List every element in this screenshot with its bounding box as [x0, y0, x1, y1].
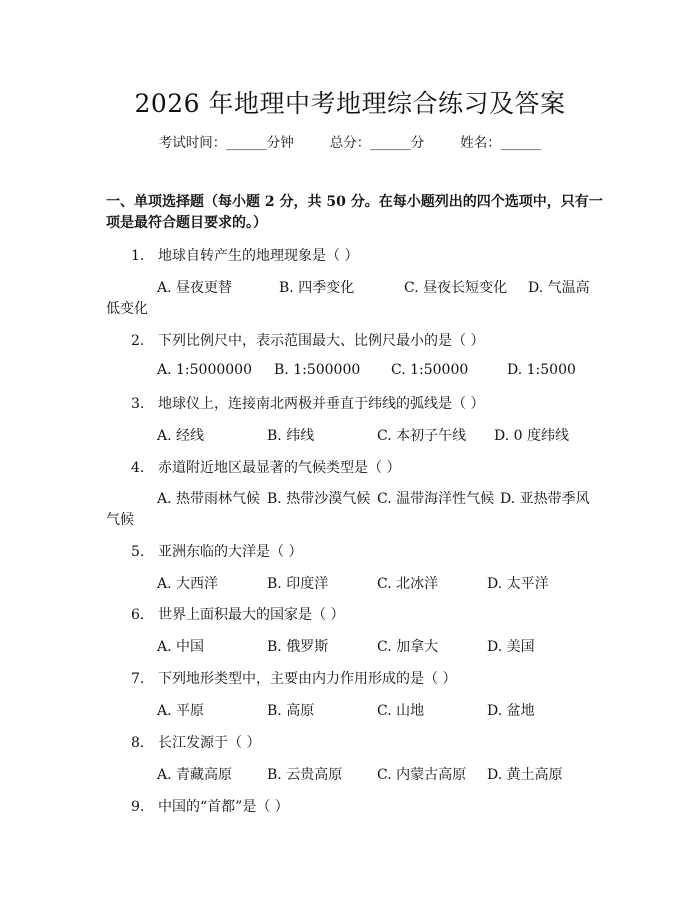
question-2	[131, 330, 484, 350]
question-text: 赤道附近地区最显著的气候类型是（ ）	[158, 460, 401, 476]
option-a: A. 1:5000000	[157, 362, 252, 378]
total-score-field: 总分：______分	[329, 135, 425, 151]
page-title: 2026 年地理中考地理综合练习及答案	[134, 89, 566, 118]
question-number: 5.	[131, 544, 145, 560]
question-1	[131, 245, 358, 265]
section-heading: 一、单项选择题（每小题 2 分，共 50 分。在每小题列出的四个选项中，只有一项是最符合题目要求的。）	[106, 194, 603, 231]
option-d: D. 盆地	[487, 703, 535, 719]
question-number: 3.	[131, 396, 145, 412]
question-4	[131, 457, 400, 477]
question-text: 中国的“首都”是（ ）	[158, 799, 289, 815]
option-d: D. 1:5000	[507, 362, 576, 378]
question-text: 地球自转产生的地理现象是（ ）	[158, 248, 359, 264]
option-b: B. 四季变化	[279, 280, 355, 296]
question-number: 4.	[131, 460, 145, 476]
option-c: C. 北冰洋	[377, 576, 439, 592]
option-d: D. 0 度纬线	[494, 428, 569, 444]
option-b: B. 1:500000	[274, 362, 361, 378]
question-5	[131, 541, 302, 561]
question-text: 下列地形类型中，主要由内力作用形成的是（ ）	[158, 671, 457, 687]
question-8	[131, 732, 260, 752]
question-number: 1.	[131, 248, 145, 264]
option-b: B. 俄罗斯	[267, 639, 329, 655]
option-c: C. 山地	[377, 703, 425, 719]
option-wrap: 气候	[106, 512, 134, 528]
option-d: D. 美国	[487, 639, 535, 655]
question-number: 8.	[131, 735, 145, 751]
question-7	[131, 668, 456, 688]
option-d: D. 亚热带季风	[500, 491, 590, 507]
option-c: C. 内蒙古高原	[377, 767, 467, 783]
question-9	[131, 796, 289, 816]
option-b: B. 热带沙漠气候	[267, 491, 371, 507]
question-text: 世界上面积最大的国家是（ ）	[158, 607, 345, 623]
student-name-field: 姓名：______	[460, 135, 542, 151]
option-c: C. 昼夜长短变化	[404, 280, 508, 296]
option-a: A. 大西洋	[157, 576, 219, 592]
question-text: 长江发源于（ ）	[158, 735, 261, 751]
question-text: 地球仪上，连接南北两极并垂直于纬线的弧线是（ ）	[158, 396, 485, 412]
option-d: D. 太平洋	[487, 576, 549, 592]
option-a: A. 经线	[157, 428, 205, 444]
exam-meta	[0, 131, 700, 151]
option-c: C. 本初子午线	[377, 428, 467, 444]
option-b: B. 纬线	[267, 428, 315, 444]
question-number: 6.	[131, 607, 145, 623]
option-a: A. 青藏高原	[157, 767, 233, 783]
option-b: B. 高原	[267, 703, 315, 719]
option-wrap: 低变化	[106, 301, 148, 317]
question-number: 2.	[131, 333, 145, 349]
option-b: B. 云贵高原	[267, 767, 343, 783]
option-a: A. 昼夜更替	[157, 280, 233, 296]
option-c: C. 1:50000	[391, 362, 469, 378]
option-d: D. 气温高	[528, 280, 590, 296]
option-c: C. 温带海洋性气候	[377, 491, 495, 507]
option-a: A. 中国	[157, 639, 205, 655]
question-number: 7.	[131, 671, 145, 687]
question-6	[131, 604, 344, 624]
option-c: C. 加拿大	[377, 639, 439, 655]
option-a: A. 平原	[157, 703, 205, 719]
option-d: D. 黄土高原	[487, 767, 563, 783]
option-a: A. 热带雨林气候	[157, 491, 261, 507]
question-text: 亚洲东临的大洋是（ ）	[158, 544, 303, 560]
question-text: 下列比例尺中，表示范围最大、比例尺最小的是（ ）	[158, 333, 485, 349]
question-number: 9.	[131, 799, 145, 815]
question-3	[131, 393, 484, 413]
exam-time-field: 考试时间：______分钟	[158, 135, 294, 151]
option-b: B. 印度洋	[267, 576, 329, 592]
